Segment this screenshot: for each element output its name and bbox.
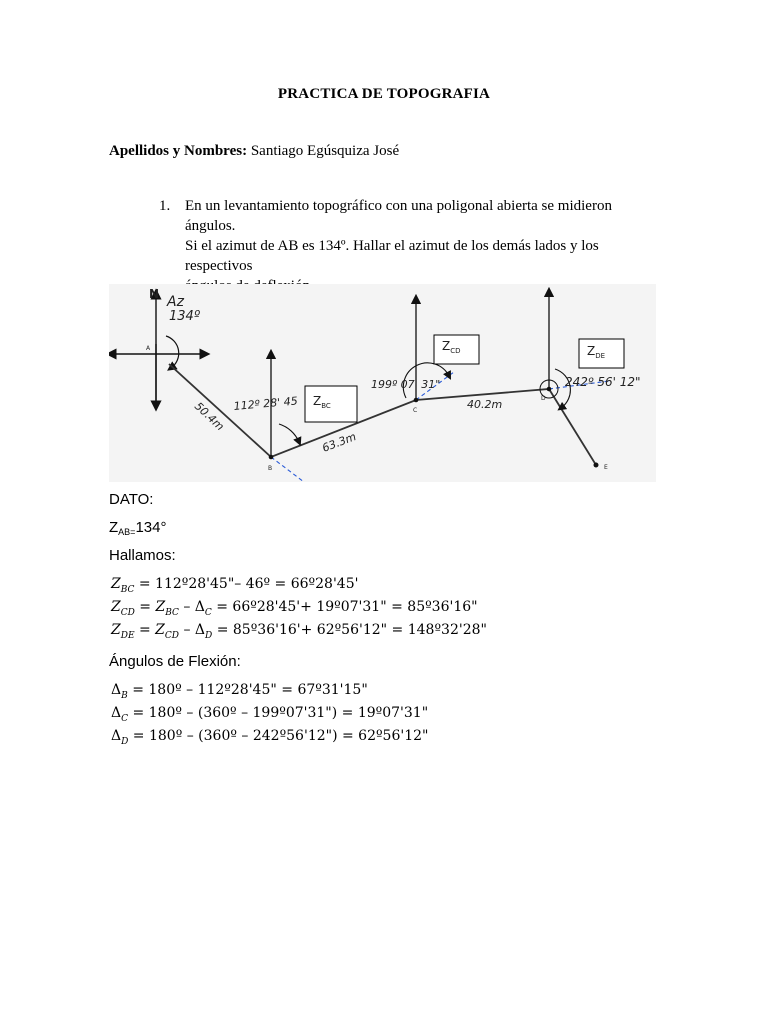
box-zcd <box>434 335 479 364</box>
point-c-label: C <box>413 407 418 414</box>
point-d <box>547 387 552 392</box>
page-title: PRACTICA DE TOPOGRAFIA <box>277 86 491 102</box>
north-label: N <box>149 287 160 301</box>
equation-zde: $Z_{DE} = Z_{CD} - \Delta_D$ = 85º36'16'+ 62º56'12" = 148º32'28" <box>111 622 487 641</box>
equation-delta-b: $\Delta_B$ = 180º – 112º28'45" = 67º31'15" <box>111 682 368 701</box>
flexion-heading: Ángulos de Flexión: <box>109 653 241 670</box>
student-name: Santiago Egúsquiza José <box>250 143 400 159</box>
traverse-figure <box>109 284 656 482</box>
point-c <box>414 398 419 403</box>
traverse-diagram <box>109 284 656 482</box>
extension-b <box>271 457 304 482</box>
equation-delta-d: $\Delta_D$ = 180º – (360º – 242º56'12") = 62º56'12" <box>111 728 429 747</box>
student-line <box>109 143 399 160</box>
point-b <box>269 455 274 460</box>
svg-text:ZCD: $Z_{CD}$ <box>442 339 461 355</box>
equation-zcd: $Z_{CD} = Z_{BC} - \Delta_C$ = 66º28'45'+ 19º07'31" = 85º36'16" <box>111 599 478 618</box>
equation-zbc: $Z_{BC}$ = 112º28'45"– 46º = 66º28'45' <box>111 576 359 595</box>
svg-text:ZBC: $Z_{BC}$ <box>313 394 331 410</box>
distance-ab: 50.4m <box>191 399 227 434</box>
box-zbc <box>305 386 357 422</box>
problem-text <box>185 196 665 296</box>
angle-b-label: 112º 28' 45 <box>233 394 299 413</box>
problem-line-1: En un levantamiento topográfico con una poligonal abierta se midieron ángulos. <box>185 198 612 234</box>
student-label: Apellidos y Nombres: <box>109 143 248 159</box>
angle-d-label: 242º 56' 12" <box>565 375 641 389</box>
azimuth-value: 134º <box>169 309 200 324</box>
azimuth-arc <box>166 336 179 368</box>
azimuth-label: Az <box>167 294 184 310</box>
svg-text:ZDE: $Z_{DE}$ <box>587 344 606 360</box>
point-a-label: A <box>146 345 151 352</box>
point-e-label: E <box>604 464 608 471</box>
point-d-label: D <box>541 395 546 402</box>
box-zde <box>579 339 624 368</box>
problem-line-2: Si el azimut de AB es 134º. Hallar el azimut de los demás lados y los respectivos <box>185 238 599 274</box>
dato-heading: DATO: <box>109 491 154 508</box>
hallamos-heading: Hallamos: <box>109 547 176 564</box>
distance-bc: 63.3m <box>320 430 358 455</box>
angle-arc-b <box>279 424 299 442</box>
problem-number: 1. <box>159 198 171 214</box>
zab-data: $Z_{AB=}134^\circ$ <box>109 519 167 537</box>
angle-c-label: 199º 07' 31" <box>371 378 441 391</box>
equation-delta-c: $\Delta_C$ = 180º – (360º – 199º07'31") = 19º07'31" <box>111 705 429 724</box>
point-e <box>594 463 599 468</box>
point-b-label: B <box>268 465 273 472</box>
distance-cd: 40.2m <box>467 398 503 411</box>
